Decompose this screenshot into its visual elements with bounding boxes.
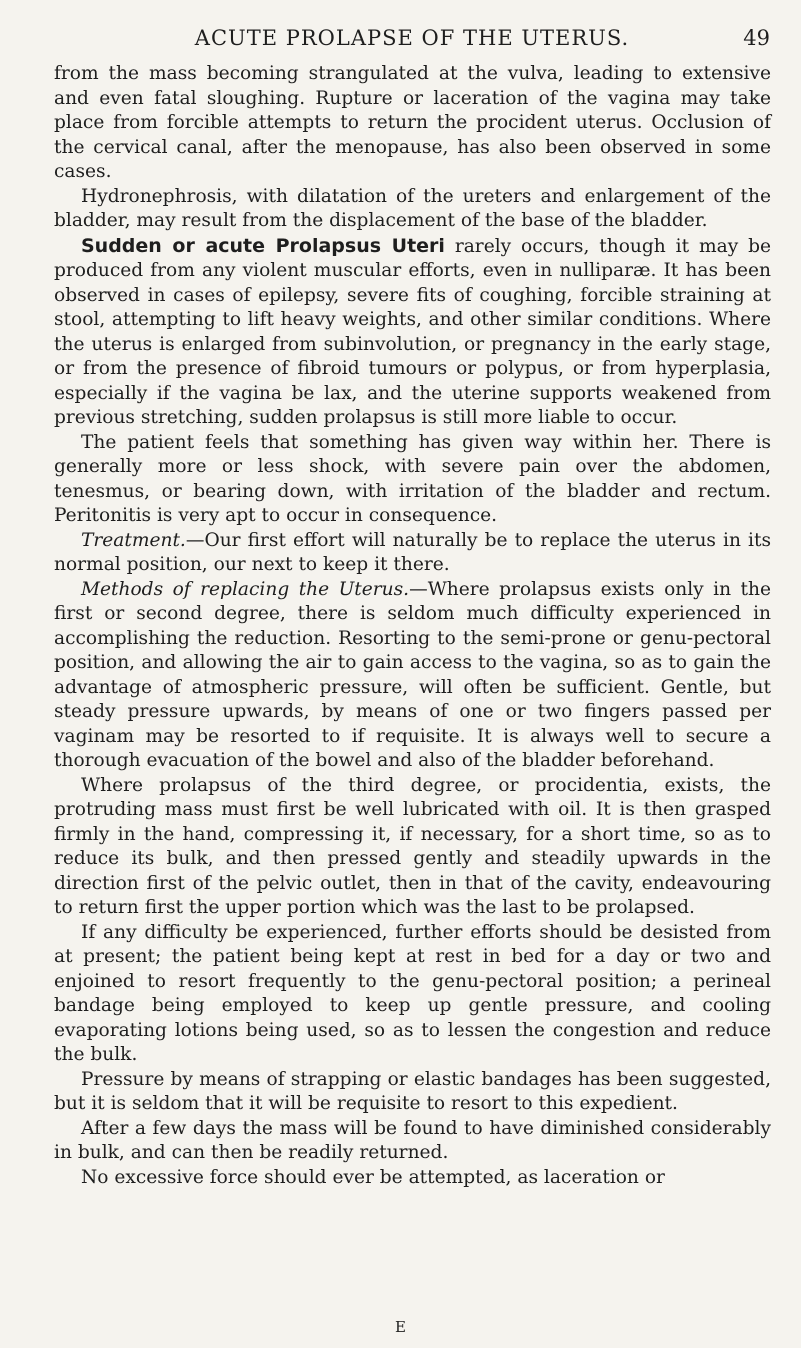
paragraph-text: If any difficulty be experienced, further efforts should be desisted from at present; the patient being kept at rest in bed for a day or two and enjoined to resort frequently to the genu-pectoral position; a perineal bandage being employed to keep up gentle pressure, and cooling evaporating lotions being used, so as to lessen the congestion and reduce the bulk. <box>54 921 771 1065</box>
paragraph <box>54 1068 771 1117</box>
paragraph-text: The patient feels that something has given way within her. There is generally more or less shock, with severe pain over the abdomen, tenesmus, or bearing down, with irritation of the bladder and rectum. Peritonitis is very apt to occur in consequence. <box>54 431 771 526</box>
paragraph-text: Pressure by means of strapping or elastic bandages has been suggested, but it is seldom that it will be requisite to resort to this expedient. <box>54 1068 771 1114</box>
paragraph-text: rarely occurs, though it may be produced from any violent muscular efforts, even in nulliparæ. It has been observed in cases of epilepsy, severe fits of coughing, forcible straining at stool, attempting to lift heavy weights, and other similar conditions. Where the uterus is enlarged from subinvolution, or pregnancy in the early stage, or from the presence of fibroid tumours or polypus, or from hyperplasia, especially if the vagina be lax, and the uterine supports weakened from previous stretching, sudden prolapsus is still more liable to occur. <box>54 235 771 428</box>
paragraph <box>54 431 771 529</box>
paragraph <box>54 1117 771 1166</box>
paragraph <box>54 921 771 1068</box>
paragraph <box>54 62 771 185</box>
paragraph <box>54 529 771 578</box>
paragraph-text: After a few days the mass will be found to have diminished considerably in bulk, and can then be readily returned. <box>54 1117 771 1163</box>
subheading: Methods of replacing the Uterus. <box>81 578 410 600</box>
paragraph <box>54 185 771 234</box>
body-text <box>54 62 771 1190</box>
paragraph-text: from the mass becoming strangulated at the vulva, leading to extensive and even fatal sloughing. Rupture or laceration of the vagina may take place from forcible attempts to return the procident uterus. Occlusion of the cervical canal, after the menopause, has also been observed in some cases. <box>54 63 771 182</box>
paragraph <box>54 234 771 431</box>
paragraph <box>54 578 771 774</box>
paragraph <box>54 1166 771 1191</box>
page-header <box>54 26 770 56</box>
signature-mark: E <box>395 1318 406 1336</box>
paragraph-text: Hydronephrosis, with dilatation of the ureters and enlargement of the bladder, may result from the displacement of the base of the bladder. <box>54 185 771 231</box>
paragraph <box>54 774 771 921</box>
running-head: ACUTE PROLAPSE OF THE UTERUS. <box>194 26 630 50</box>
paragraph-text: No excessive force should ever be attempted, as laceration or <box>81 1166 665 1188</box>
section-heading: Sudden or acute Prolapsus Uteri <box>81 234 445 257</box>
paragraph-text: Where prolapsus of the third degree, or procidentia, exists, the protruding mass must first be well lubricated with oil. It is then grasped firmly in the hand, compressing it, if necessary, for a short time, so as to reduce its bulk, and then pressed gently and steadily upwards in the direction first of the pelvic outlet, then in that of the cavity, endeavouring to return first the upper portion which was the last to be prolapsed. <box>54 774 771 918</box>
page-number: 49 <box>743 26 770 50</box>
paragraph-text: —Where prolapsus exists only in the first or second degree, there is seldom much difficulty experienced in accomplishing the reduction. Resorting to the semi-prone or genu-pectoral position, and allowing the air to gain access to the vagina, so as to gain the advantage of atmospheric pressure, will often be sufficient. Gentle, but steady pressure upwards, by means of one or two fingers passed per vaginam may be resorted to if requisite. It is always well to secure a thorough evacuation of the bowel and also of the bladder beforehand. <box>54 578 772 771</box>
paragraph-text: —Our first effort will naturally be to replace the uterus in its normal position, our next to keep it there. <box>54 529 771 575</box>
subheading: Treatment. <box>81 529 186 551</box>
